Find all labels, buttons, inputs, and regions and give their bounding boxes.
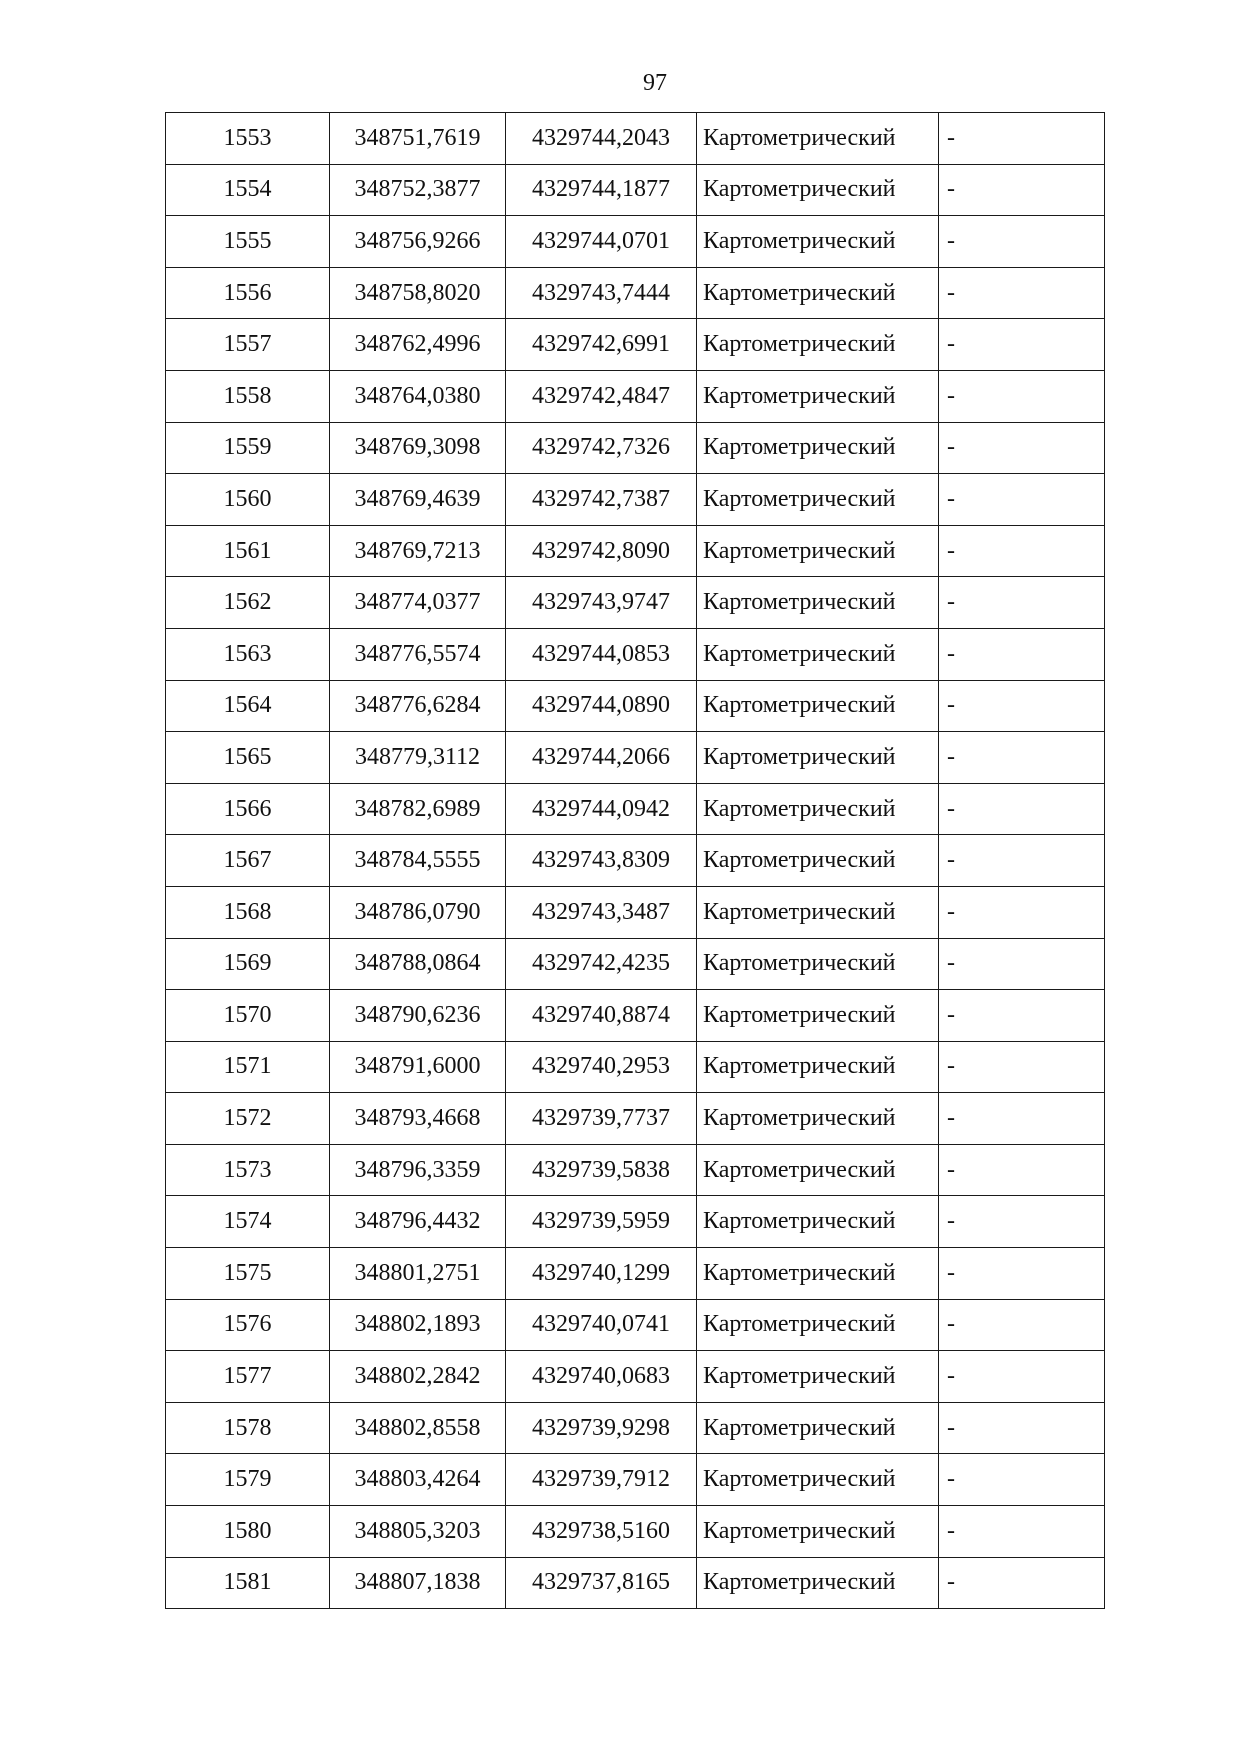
table-row xyxy=(166,319,1105,371)
table-row xyxy=(166,1041,1105,1093)
method-cell: Картометрический xyxy=(697,1454,939,1506)
y-coordinate-cell: 4329743,7444 xyxy=(506,267,697,319)
x-coordinate-cell: 348769,3098 xyxy=(330,422,506,474)
x-coordinate-cell: 348786,0790 xyxy=(330,886,506,938)
note-cell: - xyxy=(939,990,1105,1042)
table-row xyxy=(166,1144,1105,1196)
method-cell: Картометрический xyxy=(697,1506,939,1558)
point-number-cell: 1570 xyxy=(166,990,330,1042)
point-number-cell: 1576 xyxy=(166,1299,330,1351)
point-number-cell: 1572 xyxy=(166,1093,330,1145)
x-coordinate-cell: 348796,3359 xyxy=(330,1144,506,1196)
table-row xyxy=(166,216,1105,268)
note-cell: - xyxy=(939,1402,1105,1454)
x-coordinate-cell: 348803,4264 xyxy=(330,1454,506,1506)
x-coordinate-cell: 348784,5555 xyxy=(330,835,506,887)
point-number-cell: 1564 xyxy=(166,680,330,732)
method-cell: Картометрический xyxy=(697,319,939,371)
table-row xyxy=(166,680,1105,732)
y-coordinate-cell: 4329740,1299 xyxy=(506,1248,697,1300)
x-coordinate-cell: 348751,7619 xyxy=(330,113,506,165)
note-cell: - xyxy=(939,422,1105,474)
note-cell: - xyxy=(939,938,1105,990)
y-coordinate-cell: 4329743,3487 xyxy=(506,886,697,938)
note-cell: - xyxy=(939,319,1105,371)
y-coordinate-cell: 4329742,4235 xyxy=(506,938,697,990)
y-coordinate-cell: 4329738,5160 xyxy=(506,1506,697,1558)
x-coordinate-cell: 348756,9266 xyxy=(330,216,506,268)
table-row xyxy=(166,1299,1105,1351)
note-cell: - xyxy=(939,1196,1105,1248)
point-number-cell: 1568 xyxy=(166,886,330,938)
x-coordinate-cell: 348776,5574 xyxy=(330,628,506,680)
method-cell: Картометрический xyxy=(697,732,939,784)
note-cell: - xyxy=(939,1041,1105,1093)
method-cell: Картометрический xyxy=(697,990,939,1042)
y-coordinate-cell: 4329744,0853 xyxy=(506,628,697,680)
y-coordinate-cell: 4329740,0683 xyxy=(506,1351,697,1403)
note-cell: - xyxy=(939,267,1105,319)
point-number-cell: 1556 xyxy=(166,267,330,319)
method-cell: Картометрический xyxy=(697,422,939,474)
y-coordinate-cell: 4329744,1877 xyxy=(506,164,697,216)
y-coordinate-cell: 4329744,0942 xyxy=(506,783,697,835)
x-coordinate-cell: 348802,1893 xyxy=(330,1299,506,1351)
table-row xyxy=(166,1093,1105,1145)
note-cell: - xyxy=(939,1093,1105,1145)
y-coordinate-cell: 4329739,7912 xyxy=(506,1454,697,1506)
note-cell: - xyxy=(939,886,1105,938)
table-row xyxy=(166,1402,1105,1454)
note-cell: - xyxy=(939,1248,1105,1300)
note-cell: - xyxy=(939,680,1105,732)
x-coordinate-cell: 348762,4996 xyxy=(330,319,506,371)
y-coordinate-cell: 4329742,8090 xyxy=(506,525,697,577)
table-row xyxy=(166,1196,1105,1248)
method-cell: Картометрический xyxy=(697,113,939,165)
page-number: 97 xyxy=(643,70,667,96)
method-cell: Картометрический xyxy=(697,577,939,629)
x-coordinate-cell: 348807,1838 xyxy=(330,1557,506,1609)
point-number-cell: 1565 xyxy=(166,732,330,784)
method-cell: Картометрический xyxy=(697,164,939,216)
y-coordinate-cell: 4329737,8165 xyxy=(506,1557,697,1609)
coordinates-table xyxy=(165,112,1105,1609)
y-coordinate-cell: 4329742,7387 xyxy=(506,474,697,526)
x-coordinate-cell: 348769,7213 xyxy=(330,525,506,577)
x-coordinate-cell: 348793,4668 xyxy=(330,1093,506,1145)
method-cell: Картометрический xyxy=(697,1248,939,1300)
table-row xyxy=(166,1454,1105,1506)
method-cell: Картометрический xyxy=(697,1557,939,1609)
method-cell: Картометрический xyxy=(697,628,939,680)
y-coordinate-cell: 4329740,8874 xyxy=(506,990,697,1042)
method-cell: Картометрический xyxy=(697,474,939,526)
y-coordinate-cell: 4329743,8309 xyxy=(506,835,697,887)
point-number-cell: 1575 xyxy=(166,1248,330,1300)
method-cell: Картометрический xyxy=(697,835,939,887)
table-row xyxy=(166,835,1105,887)
point-number-cell: 1559 xyxy=(166,422,330,474)
point-number-cell: 1555 xyxy=(166,216,330,268)
x-coordinate-cell: 348752,3877 xyxy=(330,164,506,216)
point-number-cell: 1562 xyxy=(166,577,330,629)
note-cell: - xyxy=(939,628,1105,680)
table-row xyxy=(166,113,1105,165)
x-coordinate-cell: 348796,4432 xyxy=(330,1196,506,1248)
table-row xyxy=(166,1506,1105,1558)
x-coordinate-cell: 348776,6284 xyxy=(330,680,506,732)
point-number-cell: 1577 xyxy=(166,1351,330,1403)
method-cell: Картометрический xyxy=(697,938,939,990)
point-number-cell: 1569 xyxy=(166,938,330,990)
method-cell: Картометрический xyxy=(697,783,939,835)
point-number-cell: 1557 xyxy=(166,319,330,371)
note-cell: - xyxy=(939,525,1105,577)
method-cell: Картометрический xyxy=(697,1299,939,1351)
x-coordinate-cell: 348779,3112 xyxy=(330,732,506,784)
x-coordinate-cell: 348769,4639 xyxy=(330,474,506,526)
point-number-cell: 1566 xyxy=(166,783,330,835)
table-row xyxy=(166,525,1105,577)
note-cell: - xyxy=(939,164,1105,216)
note-cell: - xyxy=(939,1351,1105,1403)
y-coordinate-cell: 4329740,2953 xyxy=(506,1041,697,1093)
method-cell: Картометрический xyxy=(697,1093,939,1145)
point-number-cell: 1580 xyxy=(166,1506,330,1558)
point-number-cell: 1581 xyxy=(166,1557,330,1609)
y-coordinate-cell: 4329739,7737 xyxy=(506,1093,697,1145)
point-number-cell: 1561 xyxy=(166,525,330,577)
point-number-cell: 1558 xyxy=(166,370,330,422)
table-row xyxy=(166,1557,1105,1609)
y-coordinate-cell: 4329744,0890 xyxy=(506,680,697,732)
method-cell: Картометрический xyxy=(697,1351,939,1403)
table-row xyxy=(166,1248,1105,1300)
point-number-cell: 1560 xyxy=(166,474,330,526)
table-row xyxy=(166,164,1105,216)
y-coordinate-cell: 4329743,9747 xyxy=(506,577,697,629)
method-cell: Картометрический xyxy=(697,1402,939,1454)
point-number-cell: 1554 xyxy=(166,164,330,216)
x-coordinate-cell: 348802,8558 xyxy=(330,1402,506,1454)
x-coordinate-cell: 348788,0864 xyxy=(330,938,506,990)
note-cell: - xyxy=(939,783,1105,835)
y-coordinate-cell: 4329742,6991 xyxy=(506,319,697,371)
note-cell: - xyxy=(939,113,1105,165)
table-row xyxy=(166,1351,1105,1403)
note-cell: - xyxy=(939,732,1105,784)
table-row xyxy=(166,783,1105,835)
method-cell: Картометрический xyxy=(697,267,939,319)
point-number-cell: 1563 xyxy=(166,628,330,680)
point-number-cell: 1567 xyxy=(166,835,330,887)
method-cell: Картометрический xyxy=(697,680,939,732)
table-row xyxy=(166,474,1105,526)
table-row xyxy=(166,886,1105,938)
note-cell: - xyxy=(939,1299,1105,1351)
note-cell: - xyxy=(939,577,1105,629)
method-cell: Картометрический xyxy=(697,886,939,938)
note-cell: - xyxy=(939,1557,1105,1609)
point-number-cell: 1573 xyxy=(166,1144,330,1196)
table-row xyxy=(166,938,1105,990)
point-number-cell: 1579 xyxy=(166,1454,330,1506)
x-coordinate-cell: 348764,0380 xyxy=(330,370,506,422)
method-cell: Картометрический xyxy=(697,216,939,268)
note-cell: - xyxy=(939,835,1105,887)
table-row xyxy=(166,628,1105,680)
y-coordinate-cell: 4329744,2043 xyxy=(506,113,697,165)
note-cell: - xyxy=(939,370,1105,422)
x-coordinate-cell: 348802,2842 xyxy=(330,1351,506,1403)
x-coordinate-cell: 348801,2751 xyxy=(330,1248,506,1300)
y-coordinate-cell: 4329744,0701 xyxy=(506,216,697,268)
table-row xyxy=(166,370,1105,422)
point-number-cell: 1578 xyxy=(166,1402,330,1454)
x-coordinate-cell: 348790,6236 xyxy=(330,990,506,1042)
y-coordinate-cell: 4329740,0741 xyxy=(506,1299,697,1351)
method-cell: Картометрический xyxy=(697,1041,939,1093)
table-row xyxy=(166,732,1105,784)
y-coordinate-cell: 4329742,7326 xyxy=(506,422,697,474)
note-cell: - xyxy=(939,1454,1105,1506)
table-row xyxy=(166,990,1105,1042)
y-coordinate-cell: 4329739,5838 xyxy=(506,1144,697,1196)
table-row xyxy=(166,267,1105,319)
note-cell: - xyxy=(939,1506,1105,1558)
y-coordinate-cell: 4329742,4847 xyxy=(506,370,697,422)
method-cell: Картометрический xyxy=(697,525,939,577)
x-coordinate-cell: 348774,0377 xyxy=(330,577,506,629)
y-coordinate-cell: 4329744,2066 xyxy=(506,732,697,784)
method-cell: Картометрический xyxy=(697,1196,939,1248)
table-row xyxy=(166,422,1105,474)
coordinates-table-body xyxy=(166,113,1105,1609)
x-coordinate-cell: 348758,8020 xyxy=(330,267,506,319)
x-coordinate-cell: 348791,6000 xyxy=(330,1041,506,1093)
point-number-cell: 1571 xyxy=(166,1041,330,1093)
y-coordinate-cell: 4329739,5959 xyxy=(506,1196,697,1248)
method-cell: Картометрический xyxy=(697,370,939,422)
method-cell: Картометрический xyxy=(697,1144,939,1196)
x-coordinate-cell: 348805,3203 xyxy=(330,1506,506,1558)
point-number-cell: 1574 xyxy=(166,1196,330,1248)
point-number-cell: 1553 xyxy=(166,113,330,165)
note-cell: - xyxy=(939,474,1105,526)
note-cell: - xyxy=(939,216,1105,268)
y-coordinate-cell: 4329739,9298 xyxy=(506,1402,697,1454)
x-coordinate-cell: 348782,6989 xyxy=(330,783,506,835)
table-row xyxy=(166,577,1105,629)
note-cell: - xyxy=(939,1144,1105,1196)
